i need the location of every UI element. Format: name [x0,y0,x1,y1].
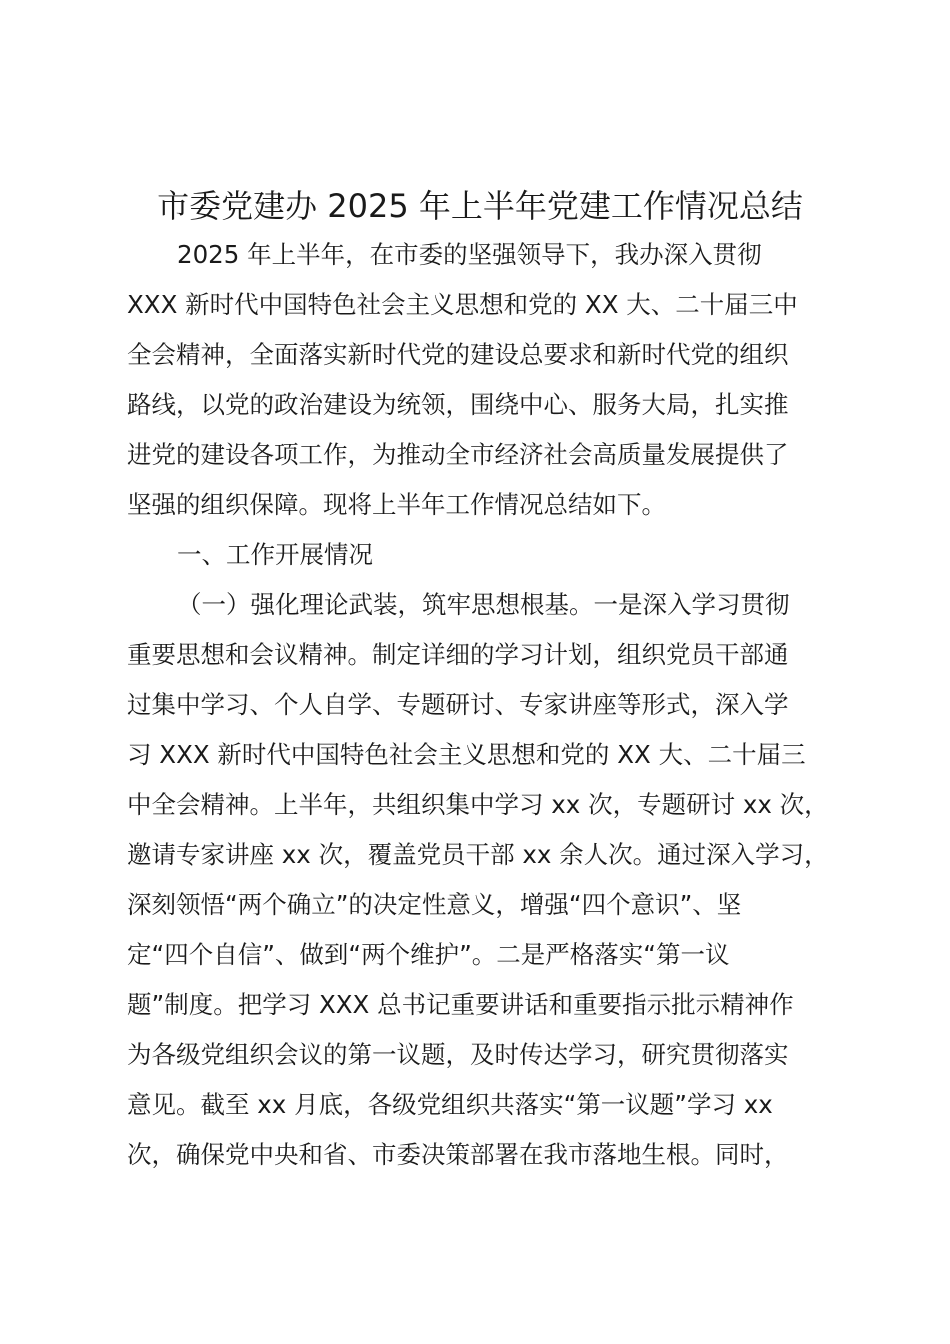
paragraph-line: 2025 年上半年，在市委的坚强领导下，我办深入贯彻 [177,240,762,269]
document-title: 市委党建办 2025 年上半年党建工作情况总结 [157,187,803,225]
paragraph-line: 过集中学习、个人自学、专题研讨、专家讲座等形式，深入学 [127,690,789,719]
paragraph-line: 路线，以党的政治建设为统领，围绕中心、服务大局，扎实推 [127,390,789,419]
paragraph-line: 习 XXX 新时代中国特色社会主义思想和党的 XX 大、二十届三 [127,740,806,769]
paragraph-line: 进党的建设各项工作，为推动全市经济社会高质量发展提供了 [127,440,789,469]
paragraph-line: 坚强的组织保障。现将上半年工作情况总结如下。 [127,490,666,519]
paragraph-line: 定“四个自信”、做到“两个维护”。二是严格落实“第一议 [127,940,730,969]
paragraph-line: 为各级党组织会议的第一议题，及时传达学习，研究贯彻落实 [127,1040,789,1069]
paragraph-line: 题”制度。把学习 XXX 总书记重要讲话和重要指示批示精神作 [127,990,794,1019]
paragraph-line: 全会精神，全面落实新时代党的建设总要求和新时代党的组织 [127,340,789,369]
paragraph-line: 邀请专家讲座 xx 次，覆盖党员干部 xx 余人次。通过深入学习， [127,840,829,869]
paragraph-line: 次，确保党中央和省、市委决策部署在我市落地生根。同时， [127,1140,789,1169]
paragraph-line: XXX 新时代中国特色社会主义思想和党的 XX 大、二十届三中 [127,290,798,319]
paragraph-line: 一、工作开展情况 [177,540,373,569]
paragraph-line: 深刻领悟“两个确立”的决定性意义，增强“四个意识”、坚 [127,890,742,919]
paragraph-line: 中全会精神。上半年，共组织集中学习 xx 次，专题研讨 xx 次， [127,790,829,819]
document-body [127,230,835,1180]
paragraph-line: （一）强化理论武装，筑牢思想根基。一是深入学习贯彻 [177,590,790,619]
paragraph-line: 意见。截至 xx 月底，各级党组织共落实“第一议题”学习 xx [127,1090,773,1119]
paragraph-line: 重要思想和会议精神。制定详细的学习计划，组织党员干部通 [127,640,789,669]
